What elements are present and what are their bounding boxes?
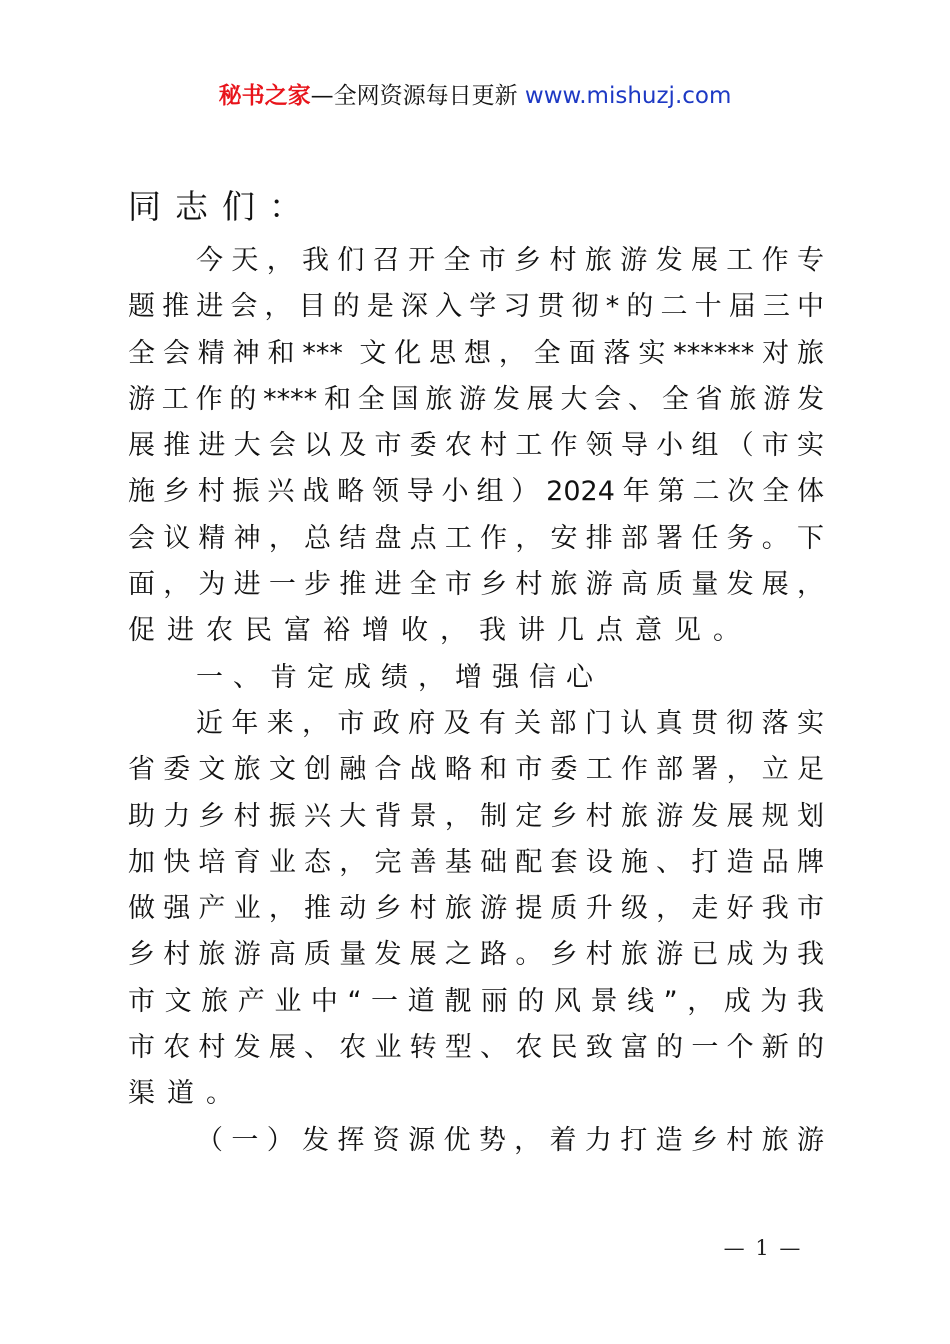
text-line: 乡村旅游高质量发展之路。乡村旅游已成为我 — [128, 939, 824, 971]
text-line: 市农村发展、农业转型、农民致富的一个新的 — [128, 1032, 824, 1064]
text-line: 游工作的****和全国旅游发展大会、全省旅游发 — [128, 383, 824, 415]
text-line: 全会精神和*** 文化思想，全面落实******对旅 — [128, 337, 824, 369]
text-line: 面，为进一步推进全市乡村旅游高质量发展， — [128, 569, 824, 601]
text-line: 题推进会，目的是深入学习贯彻*的二十届三中 — [128, 291, 824, 323]
text-line: 今天，我们召开全市乡村旅游发展工作专 — [196, 245, 824, 276]
text-line: 市文旅产业中“一道靓丽的风景线”，成为我 — [128, 985, 824, 1017]
section-heading: 一、肯定成绩，增强信心 — [196, 661, 603, 693]
site-slogan: —全网资源每日更新 — [310, 83, 518, 109]
document-body — [128, 182, 824, 1164]
text-line: 促进农民富裕增收，我讲几点意见。 — [128, 615, 752, 647]
text-line: 助力乡村振兴大背景，制定乡村旅游发展规划 — [128, 800, 824, 832]
brand-name: 秘书之家 — [218, 83, 311, 109]
text-line: 加快培育业态，完善基础配套设施、打造品牌 — [128, 846, 824, 878]
text-line: 近年来，市政府及有关部门认真贯彻落实 — [196, 707, 824, 739]
text-line: 渠道。 — [128, 1078, 245, 1110]
salutation: 同志们： — [128, 187, 316, 226]
text-line: 做强产业，推动乡村旅游提质升级，走好我市 — [128, 893, 824, 925]
text-line: 会议精神，总结盘点工作，安排部署任务。下 — [128, 522, 824, 554]
site-url-link[interactable]: www.mishuzj.com — [524, 83, 732, 109]
text-line: 省委文旅文创融合战略和市委工作部署，立足 — [128, 754, 824, 786]
page-number: — 1 — — [723, 1236, 803, 1260]
text-line: 展推进大会以及市委农村工作领导小组（市实 — [128, 430, 824, 462]
text-line: （一）发挥资源优势，着力打造乡村旅游 — [196, 1124, 824, 1156]
body-text — [128, 238, 824, 1164]
site-watermark-header — [0, 80, 950, 112]
text-line: 施乡村振兴战略领导小组）2024年第二次全体 — [128, 476, 824, 508]
